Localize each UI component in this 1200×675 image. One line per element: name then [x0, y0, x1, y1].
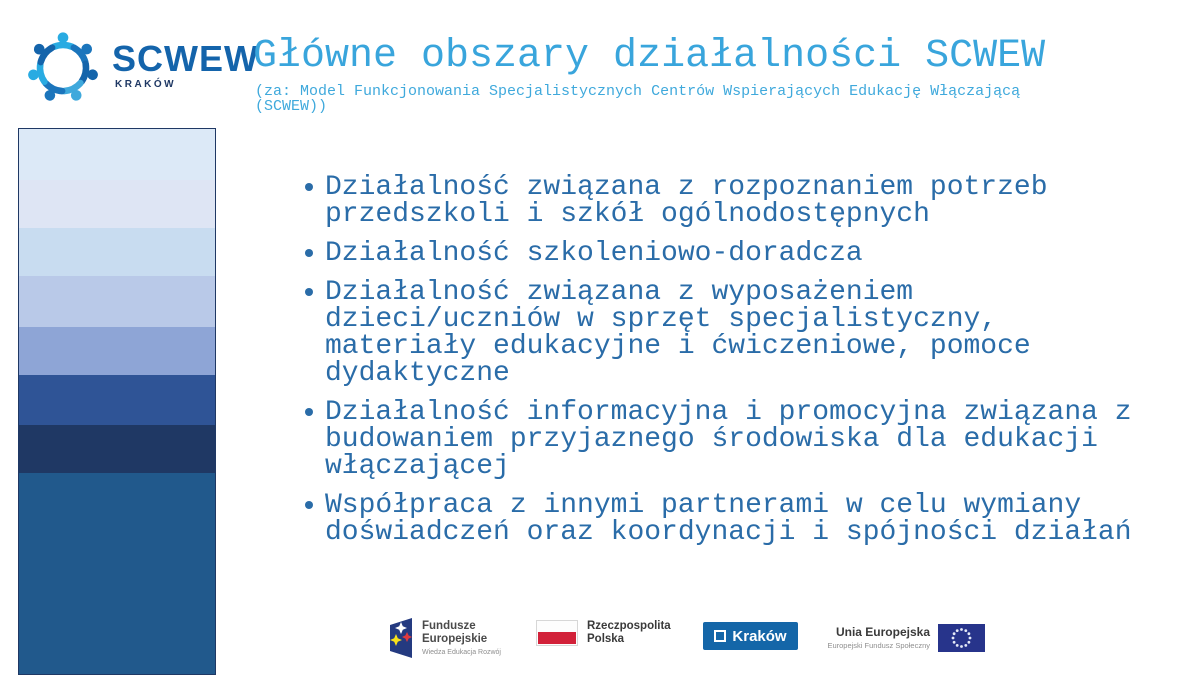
eu-tagline: Europejski Fundusz Społeczny: [827, 641, 930, 650]
footer-logos: [0, 610, 1200, 670]
brand-name: SCWEW: [112, 38, 259, 79]
page-subtitle: (za: Model Funkcjonowania Specjalistycznych Centrów Wspierających Edukację Włączającą (SCWEW)): [255, 83, 1021, 115]
poland-flag-icon: [536, 620, 578, 646]
eu-text: [818, 626, 930, 650]
list-item: [303, 174, 1151, 228]
list-item: [303, 240, 1151, 267]
page-title: Główne obszary działalności SCWEW: [253, 34, 1046, 79]
bullet-dot: [305, 249, 313, 257]
poland-line1: Rzeczpospolita: [587, 620, 671, 632]
bullet-dot: [305, 183, 313, 191]
color-band: [19, 276, 215, 327]
color-band: [19, 327, 215, 375]
color-band: [19, 180, 215, 228]
list-item: [303, 492, 1151, 546]
eu-funds-flag-icon: [387, 616, 415, 660]
krakow-square-icon: [714, 630, 726, 642]
color-band: [19, 425, 215, 473]
eu-title: Unia Europejska: [835, 625, 930, 639]
title-block: [253, 36, 1153, 114]
sidebar-color-bar: [18, 128, 216, 675]
krakow-logo: [703, 622, 798, 650]
brand-city: KRAKÓW: [115, 79, 177, 90]
bullet-dot: [305, 288, 313, 296]
bullet-text: Działalność związana z rozpoznaniem potrzeb przedszkoli i szkół ogólnodostępnych: [325, 172, 1048, 230]
bullet-text: Działalność związana z wyposażeniem dzieci/uczniów w sprzęt specjalistyczny, materiały edukacyjne i ćwiczeniowe, pomoce dydaktyczne: [325, 277, 1031, 389]
krakow-badge: [703, 622, 798, 650]
bullet-list: [303, 174, 1151, 558]
poland-line2: Polska: [587, 633, 625, 645]
poland-flag-red-stripe: [538, 632, 576, 644]
scwew-brand-text: [112, 38, 259, 90]
krakow-label: Kraków: [732, 627, 787, 645]
list-item: [303, 279, 1151, 387]
list-item: [303, 399, 1151, 480]
bullet-dot: [305, 408, 313, 416]
scwew-brand: [22, 26, 259, 110]
bullet-dot: [305, 501, 313, 509]
bullet-text: Współpraca z innymi partnerami w celu wymiany doświadczeń oraz koordynacji i spójności działań: [325, 490, 1132, 548]
unia-europejska-logo: [818, 624, 985, 652]
color-band: [19, 375, 215, 425]
color-band: [19, 228, 215, 276]
eu-funds-line2: Europejskie: [422, 633, 488, 645]
scwew-people-ring-icon: [22, 26, 104, 110]
eu-flag-icon: [938, 624, 985, 652]
bullet-text: Działalność informacyjna i promocyjna związana z budowaniem przyjaznego środowiska dla edukacji włączającej: [325, 397, 1132, 482]
eu-funds-tagline: Wiedza Edukacja Rozwój: [422, 649, 501, 656]
eu-funds-text: [422, 620, 501, 656]
fundusze-europejskie-logo: [387, 616, 501, 660]
poland-text: [587, 620, 671, 646]
color-band: [19, 129, 215, 180]
rzeczpospolita-polska-logo: [536, 620, 671, 646]
eu-funds-line1: Fundusze: [422, 620, 476, 632]
bullet-text: Działalność szkoleniowo-doradcza: [325, 238, 863, 269]
